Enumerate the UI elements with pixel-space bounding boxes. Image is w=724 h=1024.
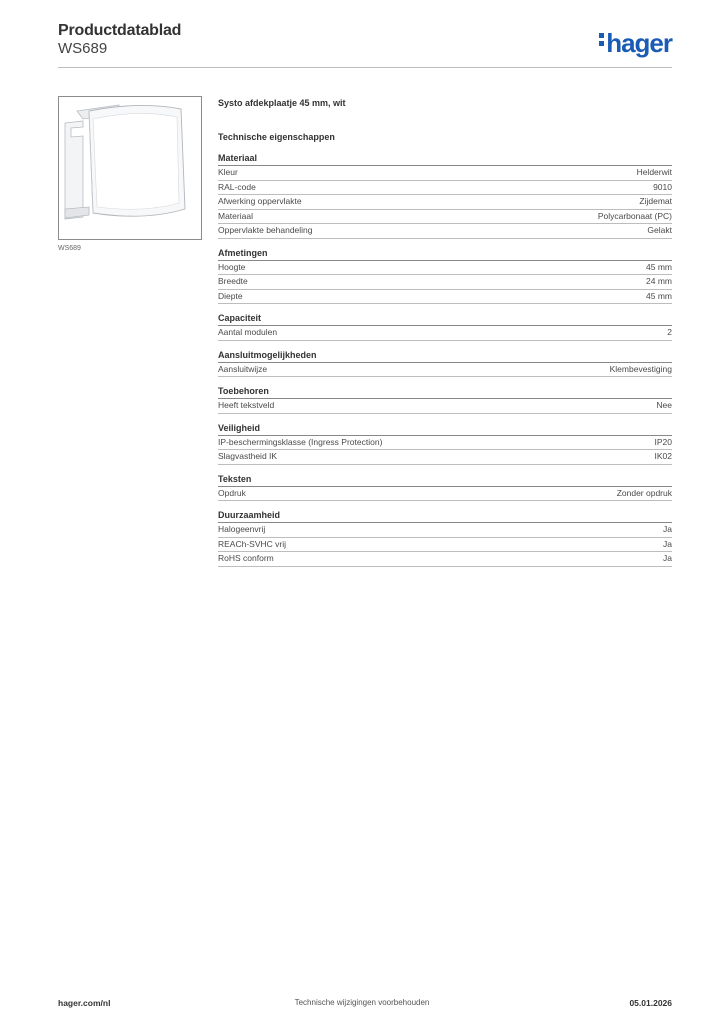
spec-label: Opdruk (218, 487, 246, 498)
section-title: Materiaal (218, 152, 672, 166)
spec-value: Gelakt (647, 225, 672, 235)
spec-row (218, 552, 672, 567)
section-aansluitmogelijkheden (218, 349, 672, 378)
cover-plate-illustration (59, 97, 201, 239)
section-title: Capaciteit (218, 312, 672, 326)
footer-disclaimer: Technische wijzigingen voorbehouden (294, 998, 430, 1007)
spec-row (218, 195, 672, 210)
section-teksten (218, 473, 672, 502)
spec-row (218, 224, 672, 239)
technical-properties-heading: Technische eigenschappen (218, 132, 335, 142)
spec-label: REACh-SVHC vrij (218, 538, 287, 549)
spec-value: IK02 (654, 451, 672, 461)
page-title: Productdatablad (58, 22, 182, 39)
spec-label: Diepte (218, 290, 243, 301)
spec-value: Nee (656, 400, 672, 410)
section-materiaal (218, 152, 672, 239)
section-title: Veiligheid (218, 422, 672, 436)
spec-label: Materiaal (218, 210, 253, 221)
spec-label: RoHS conform (218, 553, 274, 563)
spec-value: 2 (667, 327, 672, 337)
spec-row (218, 538, 672, 553)
spec-value: Ja (663, 553, 672, 563)
section-afmetingen (218, 247, 672, 305)
section-title: Duurzaamheid (218, 509, 672, 523)
spec-value: 9010 (653, 181, 672, 192)
spec-label: Afwerking oppervlakte (218, 196, 302, 206)
spec-label: Oppervlakte behandeling (218, 225, 313, 235)
spec-row (218, 181, 672, 196)
product-image (58, 96, 202, 240)
section-title: Toebehoren (218, 385, 672, 399)
spec-value: 24 mm (646, 276, 672, 286)
logo-text: hager (606, 28, 672, 58)
spec-row (218, 210, 672, 225)
spec-label: RAL-code (218, 181, 256, 192)
spec-value: IP20 (654, 436, 672, 447)
header-divider (58, 67, 672, 68)
spec-value: Zijdemat (639, 196, 672, 206)
section-capaciteit (218, 312, 672, 341)
spec-label: Halogeenvrij (218, 524, 266, 534)
spec-row (218, 436, 672, 451)
spec-value: 45 mm (646, 261, 672, 272)
logo-dots-icon (599, 30, 604, 49)
spec-content (218, 96, 672, 567)
section-title: Aansluitmogelijkheden (218, 349, 672, 363)
spec-label: Heeft tekstveld (218, 400, 275, 410)
footer-date: 05.01.2026 (629, 998, 672, 1008)
spec-value: Zonder opdruk (616, 487, 672, 498)
footer-website-link[interactable]: hager.com/nl (58, 998, 111, 1008)
product-code: WS689 (58, 40, 108, 57)
spec-label: Breedte (218, 276, 248, 286)
spec-row (218, 363, 672, 378)
spec-row (218, 275, 672, 290)
spec-row (218, 487, 672, 502)
spec-value: Klembevestiging (609, 363, 672, 374)
section-title: Teksten (218, 473, 672, 487)
spec-row (218, 450, 672, 465)
spec-value: Ja (663, 524, 672, 534)
spec-row (218, 523, 672, 538)
spec-label: Aantal modulen (218, 327, 278, 337)
spec-label: Hoogte (218, 261, 246, 272)
spec-label: Slagvastheid IK (218, 451, 278, 461)
spec-value: Helderwit (636, 167, 672, 177)
spec-row (218, 166, 672, 181)
image-caption: WS689 (58, 245, 81, 252)
hager-logo (599, 28, 672, 59)
section-toebehoren (218, 385, 672, 414)
section-duurzaamheid (218, 509, 672, 567)
spec-row (218, 326, 672, 341)
spec-value: Polycarbonaat (PC) (597, 210, 672, 221)
product-name: Systo afdekplaatje 45 mm, wit (218, 98, 346, 108)
section-veiligheid (218, 422, 672, 465)
spec-row (218, 290, 672, 305)
spec-label: Aansluitwijze (218, 363, 268, 374)
spec-label: Kleur (218, 167, 238, 177)
spec-label: IP-beschermingsklasse (Ingress Protection) (218, 436, 383, 447)
spec-value: Ja (663, 538, 672, 549)
spec-value: 45 mm (646, 290, 672, 301)
spec-row (218, 261, 672, 276)
section-title: Afmetingen (218, 247, 672, 261)
spec-row (218, 399, 672, 414)
